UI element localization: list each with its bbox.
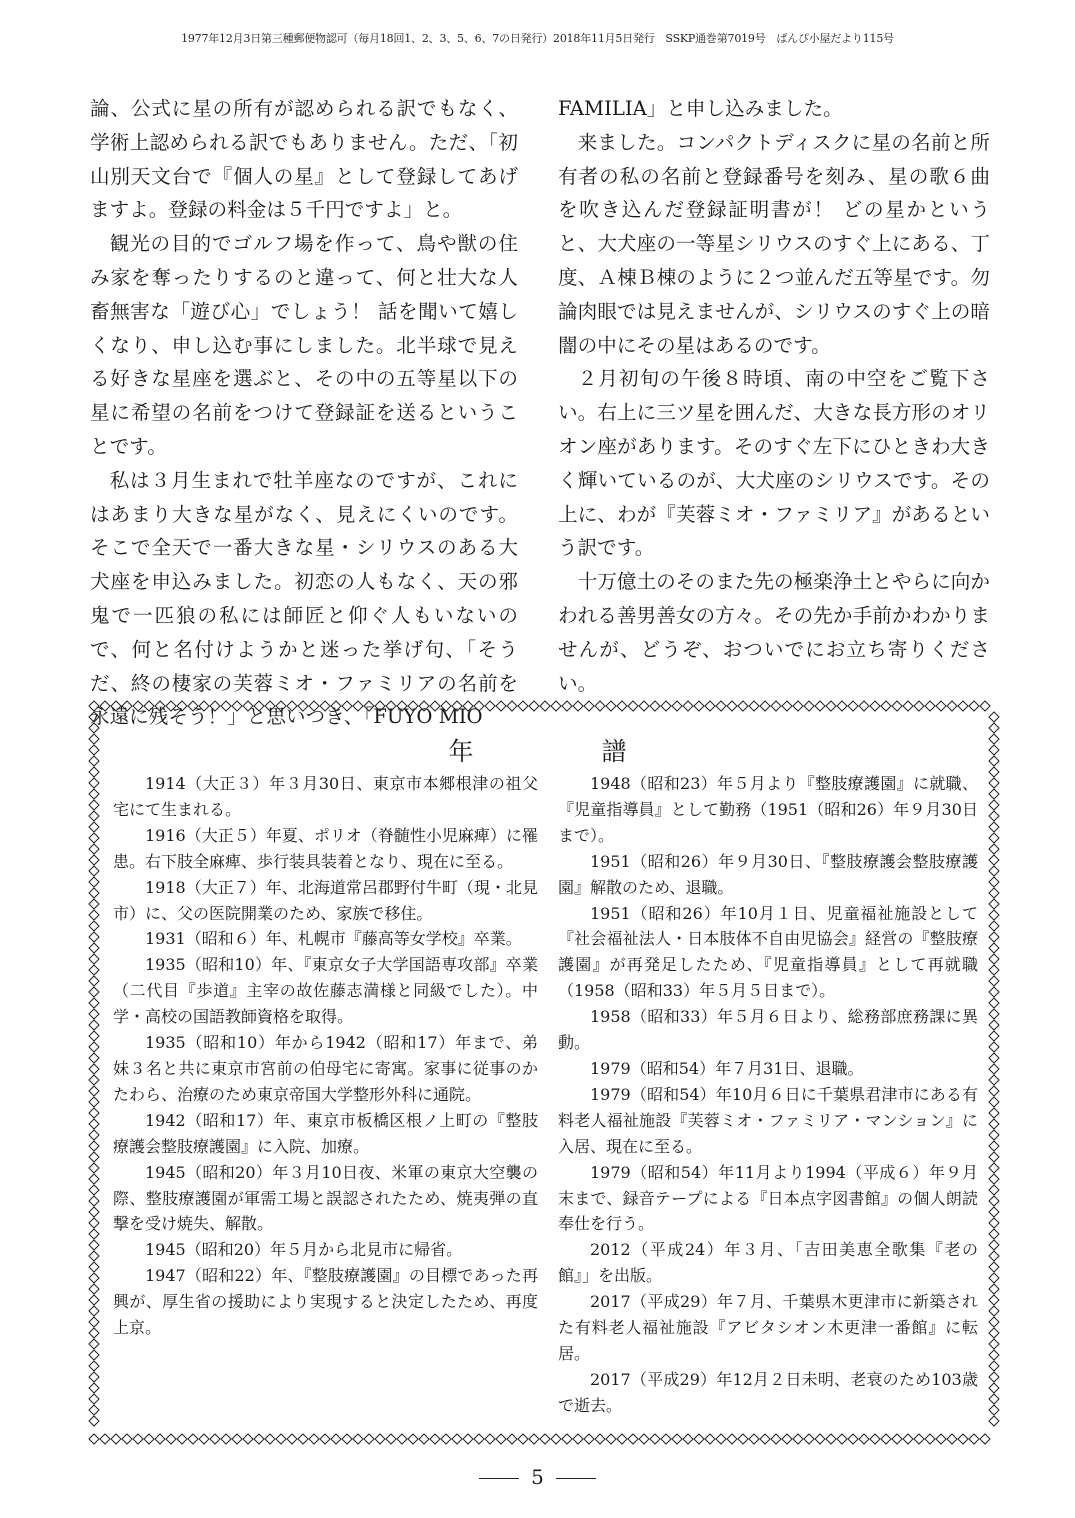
- article-right-column: [558, 92, 990, 700]
- chronology-entry: 1945（昭和20）年５月から北見市に帰省。: [145, 1240, 463, 1260]
- page-number-dash-left: [479, 1478, 519, 1479]
- chronology-entry: 1958（昭和33）年５月６日より、総務部庶務課に異動。: [558, 1007, 978, 1053]
- page-number-value: 5: [531, 1465, 544, 1489]
- chronology-entry: 1942（昭和17）年、東京市板橋区根ノ上町の『整肢療護会整肢療護園』に入院、加療。: [113, 1110, 538, 1156]
- chronology-entry: 1916（大正５）年夏、ポリオ（脊髄性小児麻痺）に罹患。右下肢全麻痺、歩行装具装着となり、現在に至る。: [113, 825, 538, 871]
- chronology-entry: 1951（昭和26）年10月１日、児童福祉施設として『社会福祉法人・日本肢体不自由児協会』経営の『整肢療護園』が再発足したため、『児童指導員』として再就職（1958（昭和33）年５月５日まで）。: [558, 903, 978, 1001]
- chronology-entry: 1918（大正７）年、北海道常呂郡野付牛町（現・北見市）に、父の医院開業のため、家族で移住。: [113, 877, 538, 923]
- page-number-dash-right: [556, 1478, 596, 1479]
- chronology-entry: 1935（昭和10）年、『東京女子大学国語専攻部』卒業（二代目『歩道』主宰の故佐藤志満様と同級でした）。中学・高校の国語教師資格を取得。: [113, 955, 538, 1027]
- article-paragraph: 来ました。コンパクトディスクに星の名前と所有者の私の名前と登録番号を刻み、星の歌６曲を吹き込んだ登録証明書が！ どの星かというと、大犬座の一等星シリウスのすぐ上にある、丁度、Ａ棟Ｂ棟のように２つ並んだ五等星です。勿論肉眼では見えませんが、シリウスのすぐ上の暗闇の中にその星はあるのです。: [558, 130, 990, 357]
- chronology-entry: 1951（昭和26）年９月30日、『整肢療護会整肢療護園』解散のため、退職。: [558, 851, 978, 897]
- chronology-entry: 1945（昭和20）年３月10日夜、米軍の東京大空襲の際、整肢療護園が軍需工場と誤認されたため、焼夷弾の直撃を受け焼失、解散。: [113, 1162, 538, 1234]
- chronology-entry: 1931（昭和６）年、札幌市『藤高等女学校』卒業。: [145, 929, 522, 949]
- chronology-entry: 1979（昭和54）年10月６日に千葉県君津市にある有料老人福祉施設『芙蓉ミオ・ファミリア・マンション』に入居、現在に至る。: [558, 1084, 978, 1156]
- chronology-entry: 1979（昭和54）年７月31日、退職。: [590, 1058, 864, 1078]
- chronology-title: 年譜: [448, 737, 755, 766]
- chronology-entry: 1935（昭和10）年から1942（昭和17）年まで、弟妹３名と共に東京市宮前の伯母宅に寄寓。家事に従事のかたわら、治療のため東京帝国大学整形外科に通院。: [113, 1033, 538, 1104]
- chronology-entry: 1947（昭和22）年、『整肢療護園』の目標であった再興が、厚生省の援助により実現すると決定したため、再度上京。: [113, 1266, 538, 1338]
- article-paragraph: FAMILIA」と申し込みました。: [558, 97, 843, 120]
- publication-header: 1977年12月3日第三種郵便物認可（毎月18回1、2、3、5、6、7の日発行）2018年11月5日発行 SSKP通巻第7019号 ぱんぴ小屋だより115号: [181, 32, 894, 45]
- chronology-entry: 2012（平成24）年３月、「吉田美恵全歌集『老の館』」を出版。: [558, 1240, 978, 1286]
- article-paragraph: ２月初旬の午後８時頃、南の中空をご覧下さい。右上に三ツ星を囲んだ、大きな長方形のオリオン座があります。そのすぐ左下にひときわ大きく輝いているのが、大犬座のシリウスです。その上に、わが『芙蓉ミオ・ファミリア』があるという訳です。: [558, 367, 990, 560]
- chronology-left-column: [113, 771, 538, 1341]
- chronology-entry: 1979（昭和54）年11月より1994（平成６）年９月末まで、録音テープによる『日本点字図書館』の個人朗読奉仕を行う。: [558, 1162, 978, 1234]
- chronology-entry: 2017（平成29）年７月、千葉県木更津市に新築された有料老人福祉施設『アビタシオン木更津一番館』に転居。: [558, 1292, 978, 1363]
- article-left-column: [90, 92, 518, 734]
- article-paragraph: 十万億土のそのまた先の極楽浄土とやらに向かわれる善男善女の方々。その先か手前かわかりませんが、どうぞ、おついでにお立ち寄りください。: [558, 570, 990, 695]
- chronology-entry: 1948（昭和23）年５月より『整肢療護園』に就職、『児童指導員』として勤務（1951（昭和26）年９月30日まで）。: [558, 774, 978, 845]
- article-paragraph: 観光の目的でゴルフ場を作って、鳥や獣の住み家を奪ったりするのと違って、何と壮大な人畜無害な「遊び心」でしょう！ 話を聞いて嬉しくなり、申し込む事にしました。北半球で見える好きな星座を選ぶと、その中の五等星以下の星に希望の名前をつけて登録証を送るということです。: [90, 232, 518, 458]
- article-paragraph: 論、公式に星の所有が認められる訳でもなく、学術上認められる訳でもありません。ただ、「初山別天文台で『個人の星』として登録してあげますよ。登録の料金は５千円ですよ」と。: [90, 97, 518, 222]
- page-number: [0, 1465, 1075, 1489]
- chronology-right-column: [558, 771, 978, 1419]
- article-paragraph: 私は３月生まれで牡羊座なのですが、これにはあまり大きな星がなく、見えにくいのです。そこで全天で一番大きな星・シリウスのある大犬座を申込みました。初恋の人もなく、天の邪鬼で一匹狼の私には師匠と仰ぐ人もいないので、何と名付けようかと迷った挙げ句、「そうだ、終の棲家の芙蓉ミオ・ファミリアの名前を永遠に残そう！」と思いつき、「FUYO MIO: [90, 468, 518, 729]
- chronology-entry: 1914（大正３）年３月30日、東京市本郷根津の祖父宅にて生まれる。: [113, 774, 538, 819]
- chronology-entry: 2017（平成29）年12月２日未明、老衰のため103歳で逝去。: [558, 1369, 978, 1415]
